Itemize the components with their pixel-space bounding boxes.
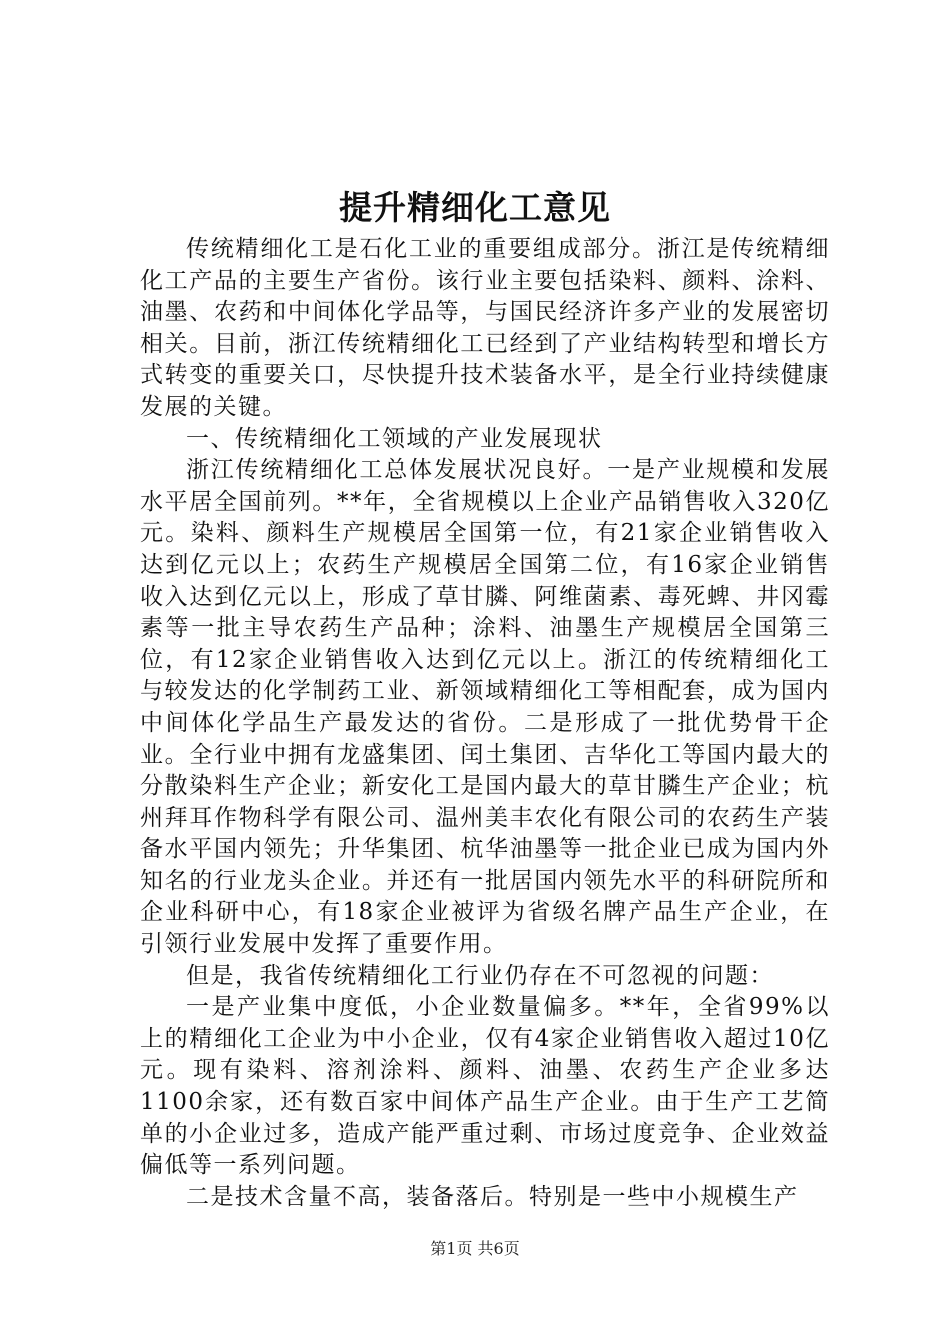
page-footer: 第1页 共6页 bbox=[430, 1239, 520, 1258]
paragraph-intro: 传统精细化工是石化工业的重要组成部分。浙江是传统精细化工产品的主要生产省份。该行业主要包括染料、颜料、涂料、油墨、农药和中间体化学品等，与国民经济许多产业的发展密切相关。目前，浙江传统精细化工已经到了产业结构转型和增长方式转变的重要关口，尽快提升技术装备水平，是全行业持续健康发展的关键。 bbox=[140, 236, 830, 420]
paragraph-status: 浙江传统精细化工总体发展状况良好。一是产业规模和发展水平居全国前列。**年，全省规模以上企业产品销售收入320亿元。染料、颜料生产规模居全国第一位，有21家企业销售收入达到亿元以上；农药生产规模居全国第二位，有16家企业销售收入达到亿元以上，形成了草甘膦、阿维菌素、毒死蜱、井冈霉素等一批主导农药生产品种；涂料、油墨生产规模居全国第三位，有12家企业销售收入达到亿元以上。浙江的传统精细化工与较发达的化学制药工业、新领域精细化工等相配套，成为国内中间体化学品生产最发达的省份。二是形成了一批优势骨干企业。全行业中拥有龙盛集团、闰土集团、吉华化工等国内最大的分散染料生产企业；新安化工是国内最大的草甘膦生产企业；杭州拜耳作物科学有限公司、温州美丰农化有限公司的农药生产装备水平国内领先；升华集团、杭华油墨等一批企业已成为国内外知名的行业龙头企业。并还有一批居国内领先水平的科研院所和企业科研中心，有18家企业被评为省级名牌产品生产企业，在引领行业发展中发挥了重要作用。 bbox=[140, 457, 830, 958]
document-body bbox=[140, 234, 830, 1213]
section-heading: 一、传统精细化工领域的产业发展现状 bbox=[186, 425, 603, 452]
document-title: 提升精细化工意见 bbox=[339, 188, 611, 227]
paragraph-problem-two: 二是技术含量不高，装备落后。特别是一些中小规模生产 bbox=[186, 1183, 799, 1210]
paragraph-problems-intro: 但是，我省传统精细化工行业仍存在不可忽视的问题： bbox=[186, 962, 774, 989]
paragraph-problem-one: 一是产业集中度低，小企业数量偏多。**年，全省99%以上的精细化工企业为中小企业，仅有4家企业销售收入超过10亿元。现有染料、溶剂涂料、颜料、油墨、农药生产企业多达1100余家，还有数百家中间体产品生产企业。由于生产工艺简单的小企业过多，造成产能严重过剩、市场过度竞争、企业效益偏低等一系列问题。 bbox=[140, 994, 830, 1179]
